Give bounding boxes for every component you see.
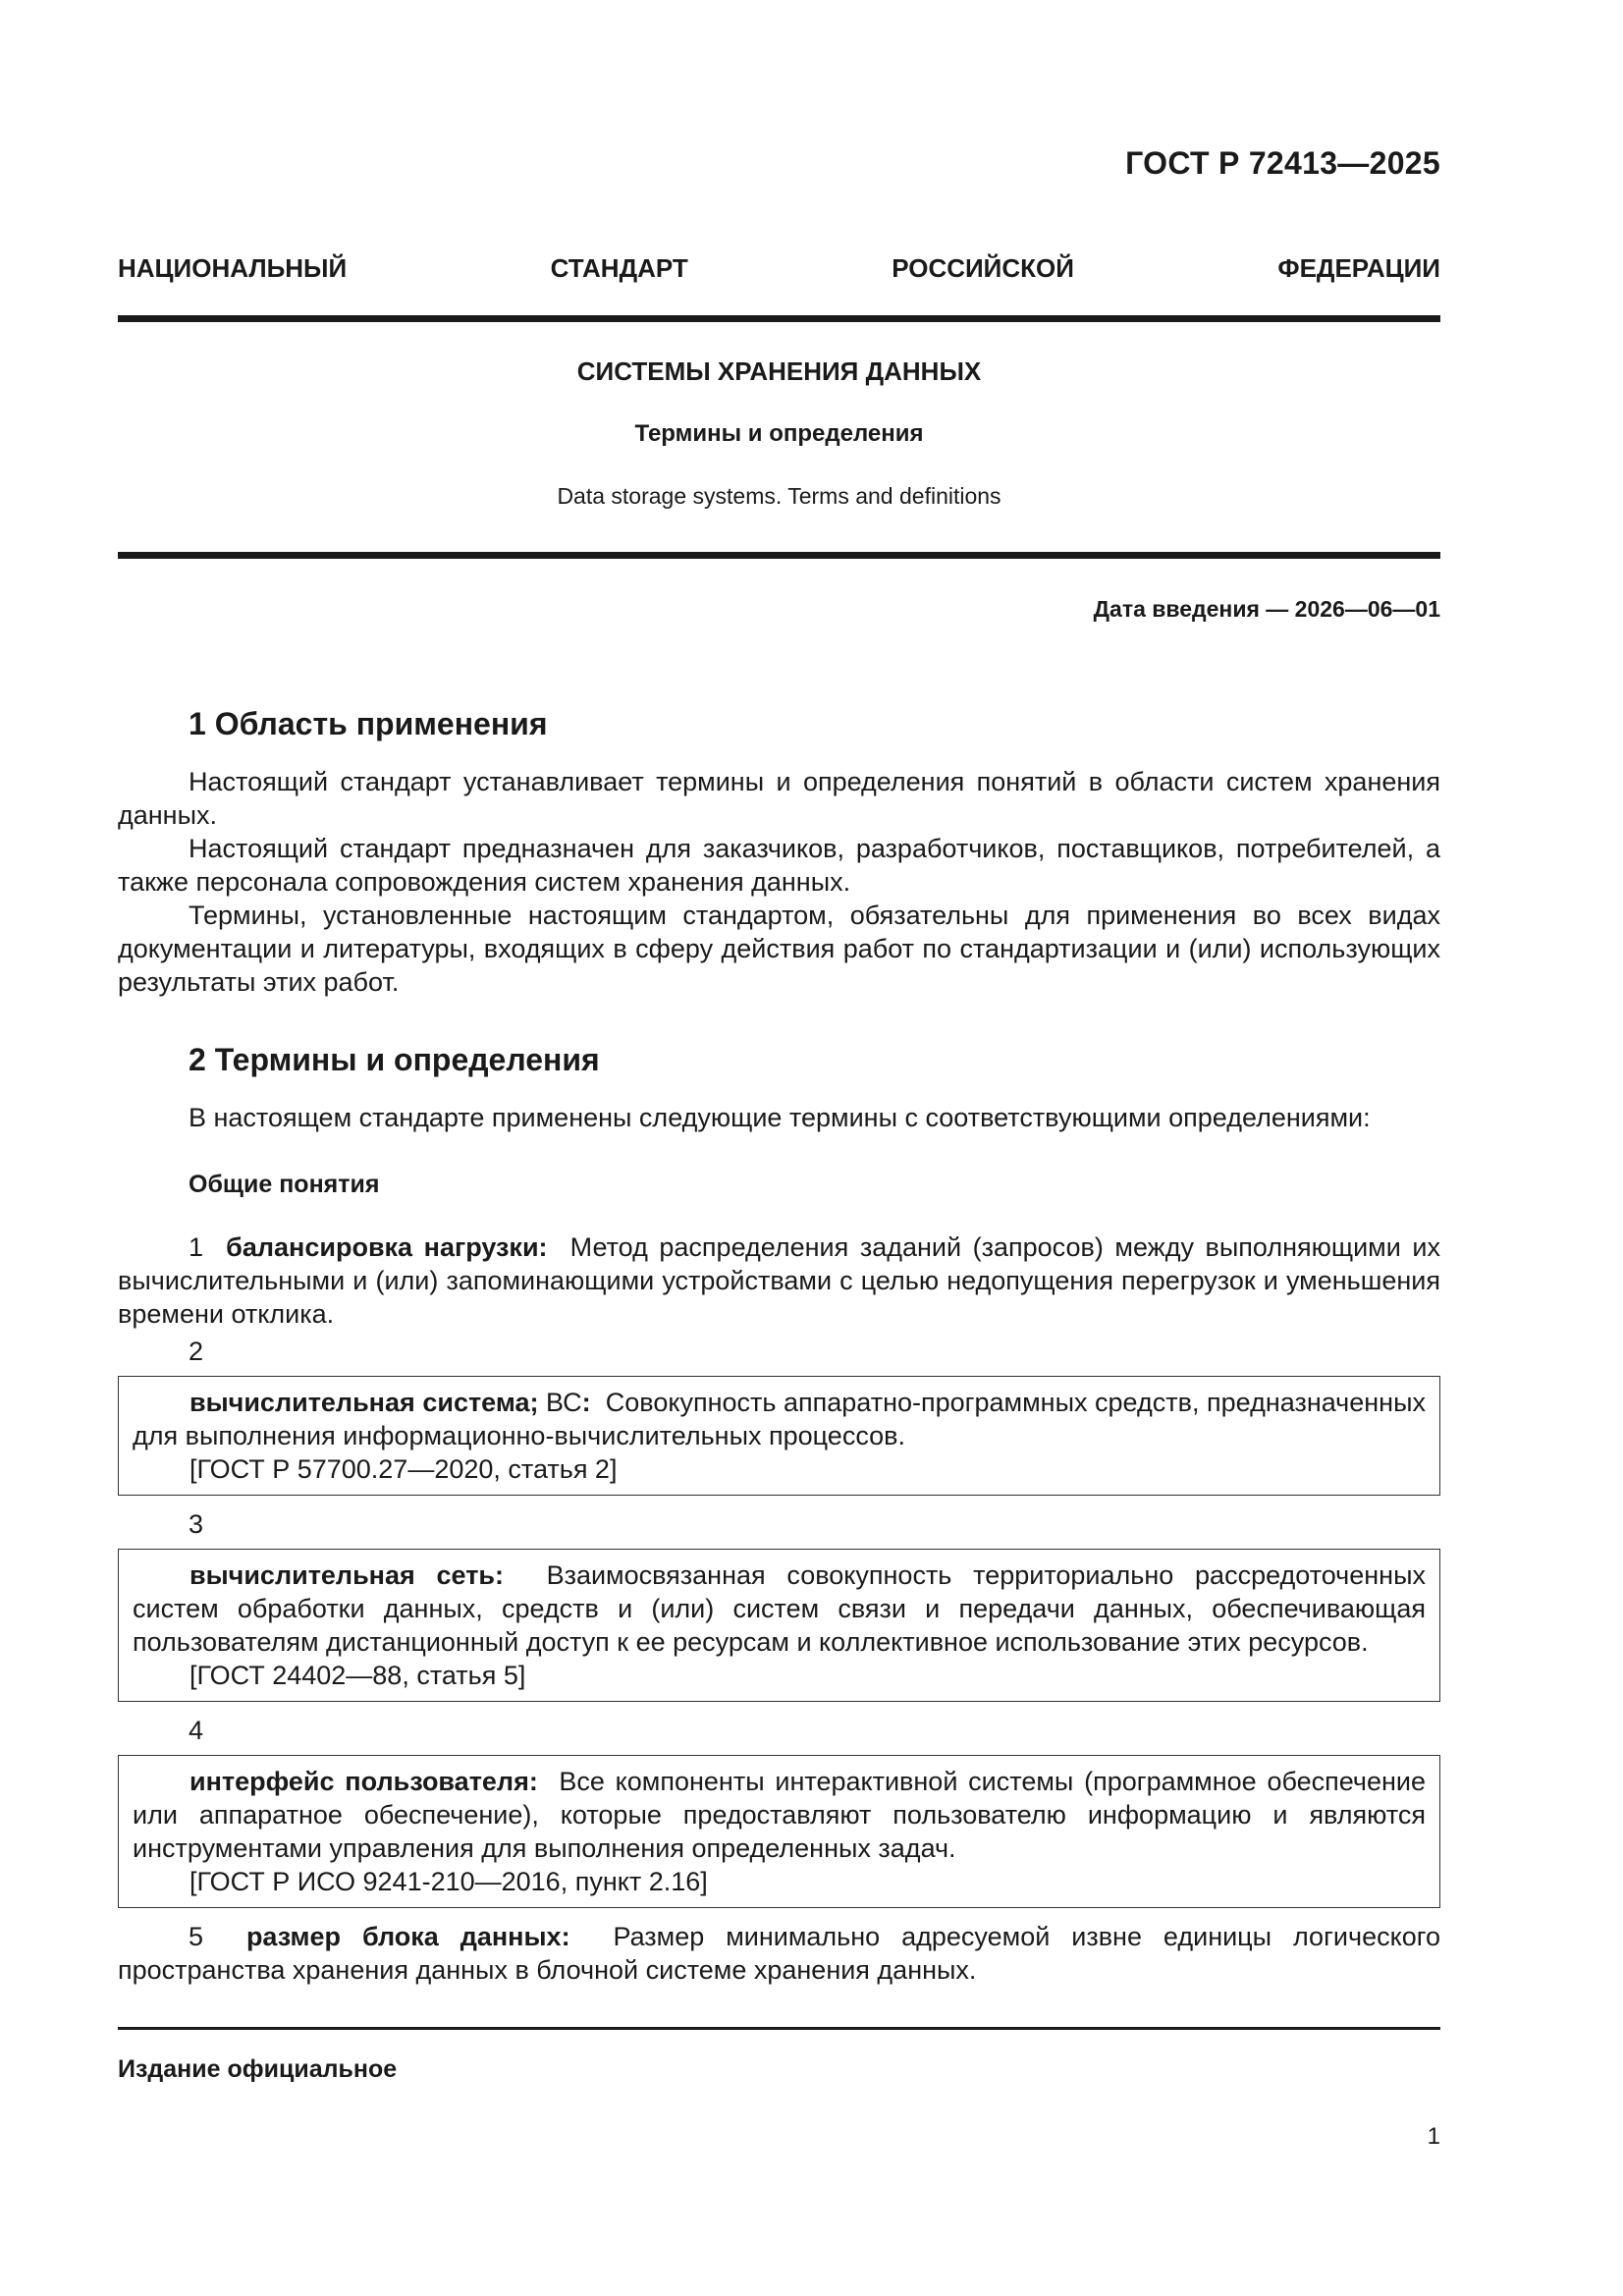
term-number: 5 <box>189 1922 204 1951</box>
scope-paragraph: Настоящий стандарт предназначен для заказчиков, разработчиков, поставщиков, потребителей, а также персонала сопровождения систем хранения данных. <box>118 834 1440 897</box>
scope-paragraph: Термины, установленные настоящим стандартом, обязательны для применения во всех видах документации и литературы, входящих в сферу действия работ по стандартизации и (или) использующих результаты этих работ. <box>118 901 1440 997</box>
term-definition: Размер минимально адресуемой извне единицы логического пространства хранения данных в блочной системе хранения данных. <box>118 1922 1440 1985</box>
section-heading-scope: 1 Область применения <box>189 706 548 741</box>
term-definition-box <box>118 1755 1440 1908</box>
term-definition: Метод распределения заданий (запросов) между выполняющими их вычислительными и (или) запоминающими устройствами с целью недопущения перегрузок и уменьшения времени отклика. <box>118 1232 1440 1329</box>
term-definition-box <box>118 1376 1440 1496</box>
term-entry <box>118 1230 1440 1331</box>
term-definition-box <box>118 1549 1440 1702</box>
term-entry <box>118 1507 1440 1702</box>
term-definition: Все компоненты интерактивной системы (программное обеспечение или аппаратное обеспечение), которые предоставляют пользователю информацию и являются инструментами управления для выполнения определенных задач. <box>133 1767 1426 1863</box>
term-source-reference: [ГОСТ Р 57700.27—2020, статья 2] <box>189 1454 618 1484</box>
term-entry <box>118 1335 1440 1496</box>
section-scope <box>118 702 1440 999</box>
national-standard-banner: НАЦИОНАЛЬНЫЙ СТАНДАРТ РОССИЙСКОЙ ФЕДЕРАЦИИ <box>118 253 1440 283</box>
term-definition-paragraph <box>133 1558 1426 1659</box>
term-definition: Взаимосвязанная совокупность территориально рассредоточенных систем обработки данных, средств и (или) систем связи и передачи данных, обеспечивающая пользователям дистанционный доступ к ее ресурсам и коллективное использование этих ресурсов. <box>133 1560 1426 1657</box>
standard-subtitle: Термины и определения <box>634 420 924 447</box>
term-number: 3 <box>189 1509 204 1539</box>
term-name: вычислительная система; <box>189 1388 539 1417</box>
term-definition-paragraph <box>133 1386 1426 1452</box>
document-body <box>118 702 1440 1987</box>
header-divider-top <box>118 315 1440 322</box>
term-abbreviation: ВС <box>546 1388 582 1417</box>
term-number: 1 <box>189 1232 204 1262</box>
scope-paragraph: Настоящий стандарт устанавливает термины и определения понятий в области систем хранения данных. <box>118 767 1440 830</box>
term-definition: Совокупность аппаратно-программных средств, предназначенных для выполнения информационно-вычислительных процессов. <box>133 1388 1426 1450</box>
header-divider-bottom <box>118 552 1440 559</box>
term-source-reference: [ГОСТ 24402—88, статья 5] <box>189 1661 526 1690</box>
terms-lead-paragraph: В настоящем стандарте применены следующие термины с соответствующими определениями: <box>189 1103 1371 1132</box>
term-name: размер блока данных: <box>245 1922 570 1951</box>
section-terms <box>118 1038 1440 1987</box>
term-number: 4 <box>189 1716 204 1745</box>
page-number: 1 <box>1427 2123 1440 2150</box>
term-definition-paragraph <box>133 1765 1426 1865</box>
footer-divider <box>118 2027 1440 2030</box>
standard-title: СИСТЕМЫ ХРАНЕНИЯ ДАННЫХ <box>576 356 982 386</box>
term-name: интерфейс пользователя: <box>189 1767 538 1796</box>
document-number: ГОСТ Р 72413—2025 <box>1125 145 1440 181</box>
standard-english-title: Data storage systems. Terms and definitions <box>557 483 1001 509</box>
term-number: 2 <box>189 1337 204 1366</box>
term-name: балансировка нагрузки: <box>226 1232 548 1262</box>
section-heading-terms: 2 Термины и определения <box>189 1042 600 1077</box>
official-edition-label: Издание официальное <box>118 2055 398 2083</box>
introduction-date: Дата введения — 2026—06—01 <box>1093 596 1440 622</box>
term-entry <box>118 1920 1440 1987</box>
term-name: вычислительная сеть: <box>189 1560 505 1590</box>
term-abbreviation-colon: : <box>581 1388 591 1417</box>
term-entry <box>118 1714 1440 1908</box>
term-group-heading: Общие понятия <box>189 1171 380 1198</box>
term-source-reference: [ГОСТ Р ИСО 9241-210—2016, пункт 2.16] <box>189 1867 708 1896</box>
